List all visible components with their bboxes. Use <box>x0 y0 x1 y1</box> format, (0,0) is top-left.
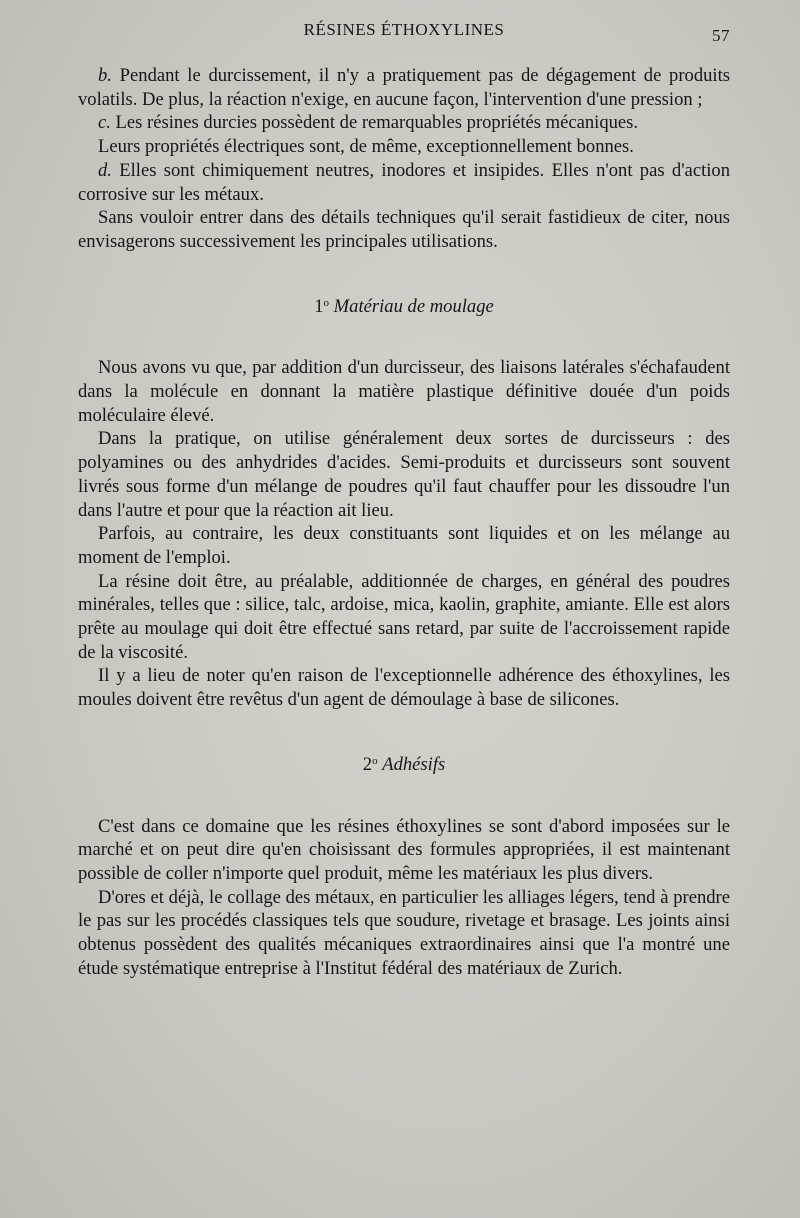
item-d-marker: d. <box>98 159 112 181</box>
page-body <box>78 64 730 981</box>
item-c <box>78 111 730 135</box>
section-2-number: 2 <box>362 753 373 775</box>
item-b-text: Pendant le durcissement, il n'y a pratiquement pas de dégagement de produits volatils. De plus, la réaction n'exige, en aucune façon, l'intervention d'une pression ; <box>78 65 730 110</box>
section-2-title: Adhésifs <box>382 753 446 775</box>
item-b <box>78 64 730 111</box>
page-header <box>78 20 730 50</box>
item-b-marker: b. <box>98 65 112 86</box>
intro-closing-paragraph: Sans vouloir entrer dans des détails techniques qu'il serait fastidieux de citer, nous envisagerons successivement les principales utilisations. <box>78 207 730 252</box>
page-number: 57 <box>712 26 730 45</box>
section-1-title: Matériau de moulage <box>333 295 494 317</box>
section-2-ordinal: o <box>372 754 378 767</box>
section-2-paragraph: D'ores et déjà, le collage des métaux, en particulier les alliages légers, tend à prendre le pas sur les procédés classiques tels que soudure, rivetage et brasage. Les joints ainsi obtenus possèdent des qualités mécaniques extraordinaires ainsi que l'a montré une étude systématique entreprise à l'Institut fédéral des matériaux de Zurich. <box>78 886 730 979</box>
section-1-ordinal: o <box>323 296 330 309</box>
section-2-heading <box>78 750 730 777</box>
section-1-paragraph: Il y a lieu de noter qu'en raison de l'exceptionnelle adhérence des éthoxylines, les moules doivent être revêtus d'un agent de démoulage à base de silicones. <box>78 665 730 711</box>
item-c-marker: c. <box>98 112 111 134</box>
item-d <box>78 159 730 206</box>
section-1-paragraph: Dans la pratique, on utilise généralement deux sortes de durcisseurs : des polyamines ou des anhydrides d'acides. Semi-produits et durcisseurs sont souvent livrés sous forme d'un mélange de poudres qu'il faut chauffer pour les dissoudre l'un dans l'autre et pour que la réaction ait lieu. <box>78 428 730 521</box>
item-d-text: Elles sont chimiquement neutres, inodores et insipides. Elles n'ont pas d'action corrosive sur les métaux. <box>78 159 730 205</box>
section-1-paragraph: Parfois, au contraire, les deux constituants sont liquides et on les mélange au moment de l'emploi. <box>78 523 730 568</box>
section-1-heading <box>78 292 730 319</box>
running-title: RÉSINES ÉTHOXYLINES <box>303 20 505 39</box>
item-c-continued: Leurs propriétés électriques sont, de même, exceptionnellement bonnes. <box>98 136 634 158</box>
item-c-text: Les résines durcies possèdent de remarquables propriétés mécaniques. <box>110 112 639 134</box>
section-2-paragraph: C'est dans ce domaine que les résines éthoxylines se sont d'abord imposées sur le marché et on peut dire qu'en choisissant des formules appropriées, il est maintenant possible de coller n'importe quel produit, même les matériaux les plus divers. <box>78 815 730 884</box>
section-1-paragraph: La résine doit être, au préalable, additionnée de charges, en général des poudres minérales, telles que : silice, talc, ardoise, mica, kaolin, graphite, amiante. Elle est alors prête au moulage qui doit être effectué sans retard, par suite de l'accroissement rapide de la viscosité. <box>78 570 730 663</box>
section-1-number: 1 <box>314 295 324 317</box>
section-1-paragraph: Nous avons vu que, par addition d'un durcisseur, des liaisons latérales s'échafaudent dans la molécule en donnant la matière plastique définitive douée d'un poids moléculaire élevé. <box>78 357 730 426</box>
